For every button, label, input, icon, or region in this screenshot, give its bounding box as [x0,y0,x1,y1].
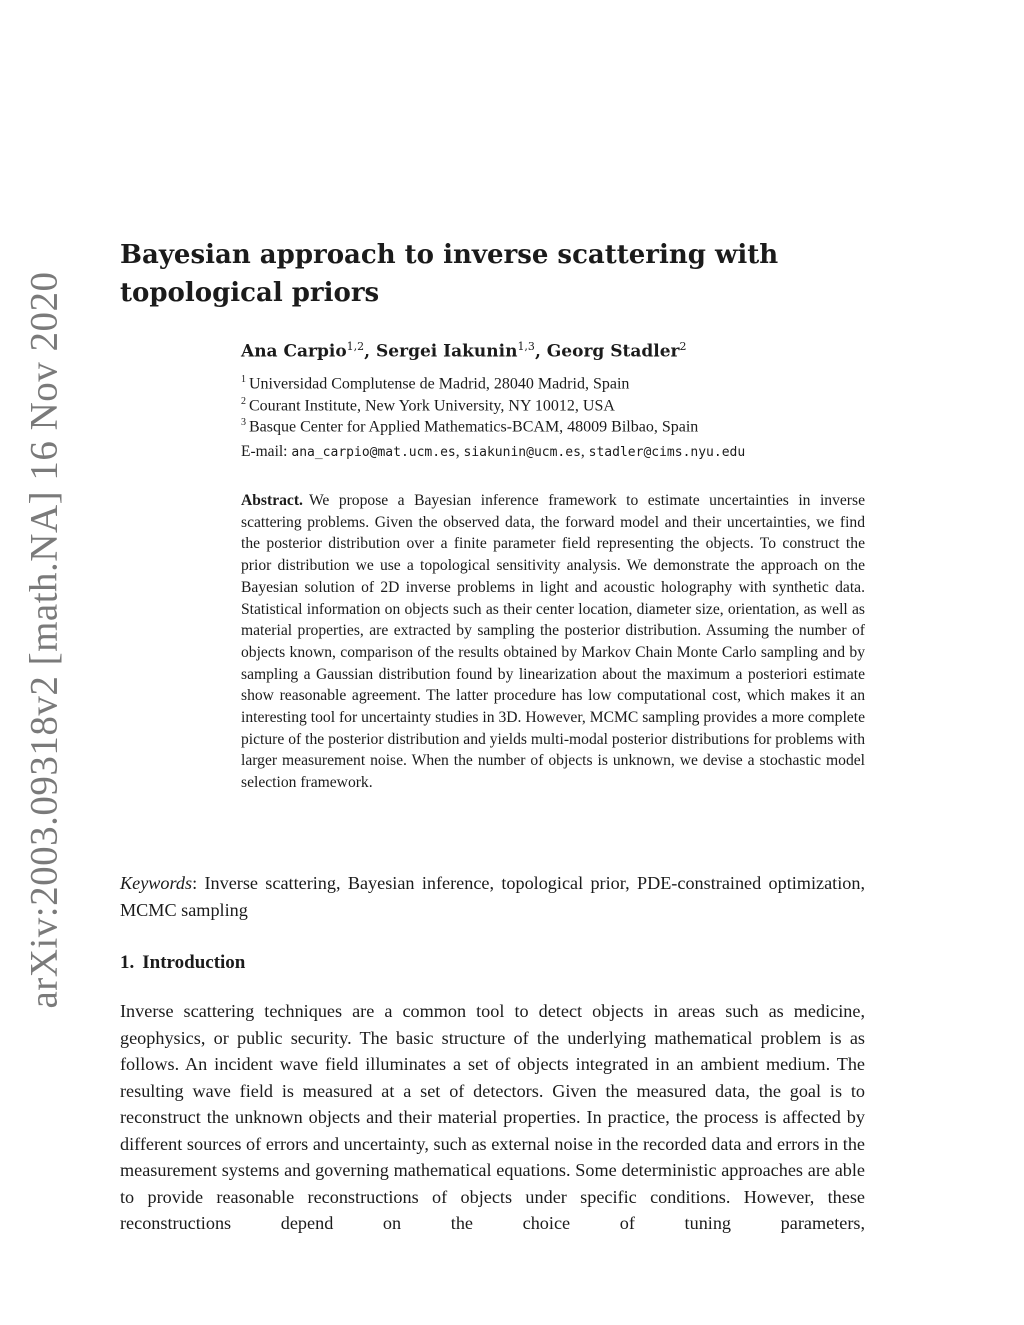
author-name: Ana Carpio [241,341,347,362]
author-list: Ana Carpio$^{1,2}$, Sergei Iakunin$^{1,3}$, Georg Stadler$^2$ [241,340,687,362]
author-affil-marker: 1,3 [517,340,535,353]
keywords-label: Keywords [120,873,193,893]
email-label: E-mail: [241,443,288,460]
keywords: Keywords: Inverse scattering, Bayesian inference, topological prior, PDE-constrained optimization, MCMC sampling [120,873,865,920]
email-link[interactable]: siakunin@ucm.es [463,445,581,460]
section-heading [120,952,245,974]
keywords-text: Inverse scattering, Bayesian inference, topological prior, PDE-constrained optimization, MCMC sampling [120,873,865,920]
section-title-text: Introduction [142,952,246,973]
introduction-paragraph: Inverse scattering techniques are a common tool to detect objects in areas such as medicine, geophysics, or public security. The basic structure of the underlying mathematical problem is as follows. An incident wave field illuminates a set of objects integrated in an ambient medium. The resulting wave field is measured at a set of detectors. Given the measured data, the goal is to reconstruct the unknown objects and their material properties. In practice, the process is affected by different sources of errors and uncertainty, such as external noise in the recorded data and errors in the measurement systems and governing mathematical equations. Some deterministic approaches are able to provide reasonable reconstructions of objects under specific conditions. However, these reconstructions depend on the choice of tuning parameters, [120,1001,865,1233]
email-link[interactable]: stadler@cims.nyu.edu [588,445,746,460]
section-number: 1. [120,952,135,973]
abstract-text: We propose a Bayesian inference framework to estimate uncertainties in inverse scattering problems. Given the observed data, the forward model and their uncertainties, we find the posterior distribution over a finite parameter field representing the objects. To construct the prior distribution we use a topological sensitivity analysis. We demonstrate the approach on the Bayesian solution of 2D inverse problems in light and acoustic holography with synthetic data. Statistical information on objects such as their center location, diameter size, orientation, as well as material properties, are extracted by sampling the posterior distribution. Assuming the number of objects known, comparison of the results obtained by Markov Chain Monte Carlo sampling and by sampling a Gaussian distribution found by linearization about the maximum a posteriori estimate show reasonable agreement. The latter procedure has low computational cost, which makes it an interesting tool for uncertainty studies in 3D. However, MCMC sampling provides a more complete picture of the posterior distribution and yields multi-modal posterior distributions for problems with larger measurement noise. When the number of objects is unknown, we devise a stochastic model selection framework. [241,492,865,792]
paper-title: Bayesian approach to inverse scattering with topological priors [120,240,779,308]
author-name: Sergei Iakunin [376,341,518,362]
abstract-label: Abstract. [241,492,303,509]
email-line: E-mail: ana_carpio@mat.ucm.es, siakunin@ucm.es, stadler@cims.nyu.edu [241,443,746,460]
author-affil-marker: 1,2 [346,340,365,353]
affiliation: $^3$ Basque Center for Applied Mathematics-BCAM, 48009 Bilbao, Spain [241,417,699,436]
affiliation: $^1$ Universidad Complutense de Madrid, 28040 Madrid, Spain [241,374,630,393]
arxiv-identifier: arXiv:2003.09318v2 [math.NA] 16 Nov 2020 [22,271,66,1009]
abstract [241,490,865,794]
author-affil-marker: 2 [679,340,687,353]
affiliation-list [241,369,698,434]
email-link[interactable]: ana_carpio@mat.ucm.es [291,445,456,460]
author-name: Georg Stadler [546,341,680,362]
affiliation: $^2$ Courant Institute, New York University, NY 10012, USA [241,395,615,414]
